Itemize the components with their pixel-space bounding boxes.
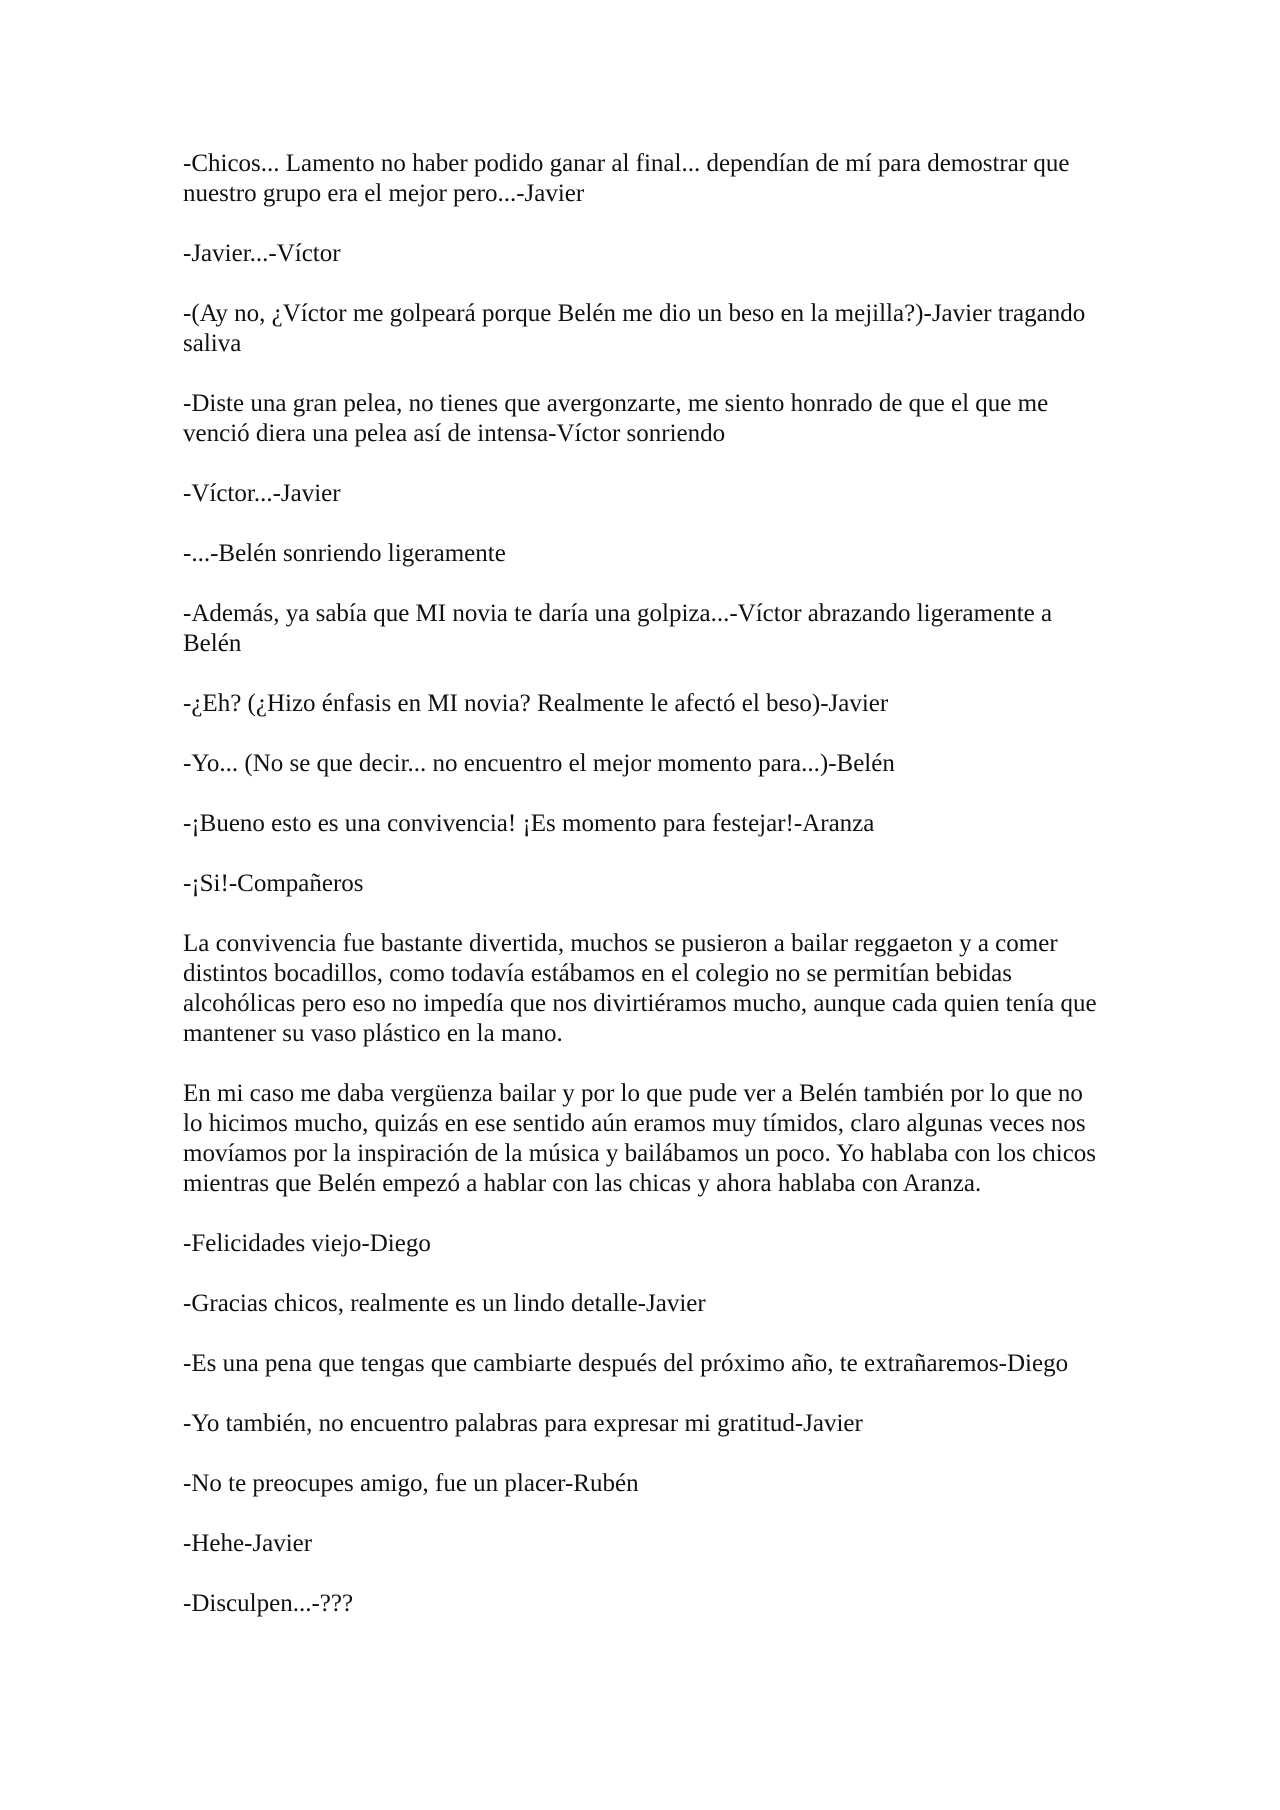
paragraph: -Víctor...-Javier bbox=[183, 480, 341, 507]
paragraph: En mi caso me daba vergüenza bailar y por lo que pude ver a Belén también por lo que no lo hicimos mucho, quizás en ese sentido aún eramos muy tímidos, claro algunas veces nos movíamos por la inspiración de la música y bailábamos un poco. Yo hablaba con los chicos mientras que Belén empezó a hablar con las chicas y ahora hablaba con Aranza. bbox=[183, 1080, 1097, 1197]
paragraph: -Diste una gran pelea, no tienes que avergonzarte, me siento honrado de que el que me venció diera una pelea así de intensa-Víctor sonriendo bbox=[183, 390, 1049, 447]
paragraph: -...-Belén sonriendo ligeramente bbox=[183, 540, 506, 567]
paragraph: -¡Bueno esto es una convivencia! ¡Es momento para festejar!-Aranza bbox=[183, 810, 875, 837]
paragraph: -¡Si!-Compañeros bbox=[183, 870, 364, 897]
paragraph: La convivencia fue bastante divertida, muchos se pusieron a bailar reggaeton y a comer distintos bocadillos, como todavía estábamos en el colegio no se permitían bebidas alcohólicas pero eso no impedía que nos divirtiéramos mucho, aunque cada quien tenía que mantener su vaso plástico en la mano. bbox=[183, 930, 1097, 1047]
paragraph: -Yo también, no encuentro palabras para expresar mi gratitud-Javier bbox=[183, 1410, 863, 1437]
paragraph: -Además, ya sabía que MI novia te daría una golpiza...-Víctor abrazando ligeramente a Belén bbox=[183, 600, 1053, 657]
paragraph: -¿Eh? (¿Hizo énfasis en MI novia? Realmente le afectó el beso)-Javier bbox=[183, 690, 889, 717]
paragraph: -Es una pena que tengas que cambiarte después del próximo año, te extrañaremos-Diego bbox=[183, 1350, 1069, 1377]
document-body bbox=[183, 149, 1103, 1649]
paragraph: -Disculpen...-??? bbox=[183, 1590, 354, 1617]
paragraph: -Javier...-Víctor bbox=[183, 240, 341, 267]
paragraph: -Yo... (No se que decir... no encuentro el mejor momento para...)-Belén bbox=[183, 750, 895, 777]
paragraph: -Hehe-Javier bbox=[183, 1530, 313, 1557]
paragraph: -(Ay no, ¿Víctor me golpeará porque Belén me dio un beso en la mejilla?)-Javier tragando saliva bbox=[183, 300, 1086, 357]
paragraph: -Chicos... Lamento no haber podido ganar al final... dependían de mí para demostrar que nuestro grupo era el mejor pero...-Javier bbox=[183, 150, 1070, 207]
paragraph: -Felicidades viejo-Diego bbox=[183, 1230, 431, 1257]
paragraph: -Gracias chicos, realmente es un lindo detalle-Javier bbox=[183, 1290, 706, 1317]
paragraph: -No te preocupes amigo, fue un placer-Rubén bbox=[183, 1470, 639, 1497]
